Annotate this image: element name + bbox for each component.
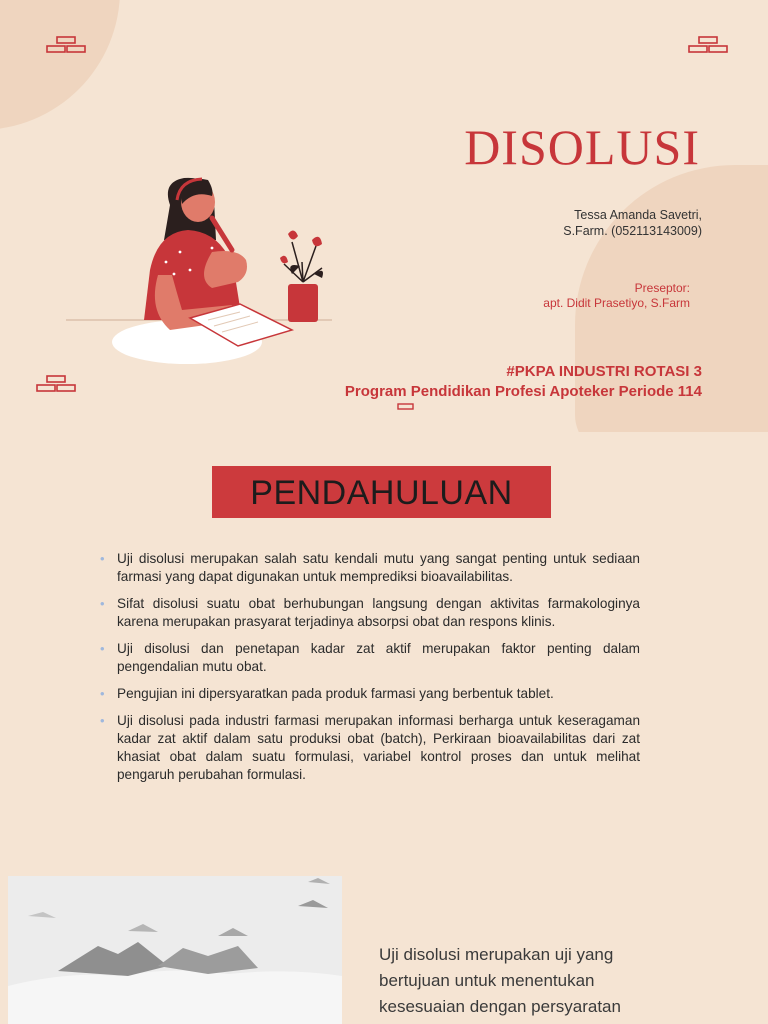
definition-slide [0,862,768,1024]
brick-icon [397,403,415,411]
definition-line: Uji disolusi merupakan uji yang [379,945,614,964]
preseptor-info [420,281,690,311]
program-name: Program Pendidikan Profesi Apoteker Periode 114 [344,383,702,400]
list-item: • Uji disolusi pada industri farmasi merupakan informasi berharga untuk keseragaman kadar zat aktif dalam satu produksi obat (batch), Perkiraan bioavailabilitas dari zat khasiat obat dalam suatu formulasi, variabel kontrol proses dan untuk melihat pengaruh perubahan formulasi. [100,712,640,784]
definition-line: bertujuan untuk menentukan [379,971,595,990]
author-name: Tessa Amanda Savetri, [574,208,702,222]
decor-blob-top-left [0,0,120,130]
mountain-photo [8,876,342,1024]
title-slide [0,0,768,432]
bricks-icon [688,36,730,54]
introduction-slide [0,432,768,862]
page-title: DISOLUSI [464,119,700,175]
list-item: • Uji disolusi merupakan salah satu kendali mutu yang sangat penting untuk sediaan farmasi yang dapat digunakan untuk memprediksi bioavailabilitas. [100,550,640,586]
mountain-image [8,876,342,1024]
bullet-list [100,550,640,793]
list-item: • Pengujian ini dipersyaratkan pada produk farmasi yang berbentuk tablet. [100,685,640,703]
definition-line: kesesuaian dengan persyaratan [379,997,621,1016]
definition-text [379,942,679,1020]
program-info [260,362,702,402]
program-rotation: #PKPA INDUSTRI ROTASI 3 [506,363,702,380]
bricks-icon [36,375,78,393]
bricks-icon [46,36,88,54]
section-heading: PENDAHULUAN [212,466,551,518]
flower-vase-icon [272,222,334,324]
author-info [440,207,702,239]
author-credentials: S.Farm. (052113143009) [563,224,702,238]
list-item: • Uji disolusi dan penetapan kadar zat aktif merupakan faktor penting dalam pengendalian mutu obat. [100,640,640,676]
preseptor-name: apt. Didit Prasetiyo, S.Farm [543,296,690,310]
preseptor-label: Preseptor: [634,281,690,295]
list-item: • Sifat disolusi suatu obat berhubungan langsung dengan aktivitas farmakologinya karena merupakan prasyarat terjadinya absorpsi obat dan respons klinis. [100,595,640,631]
